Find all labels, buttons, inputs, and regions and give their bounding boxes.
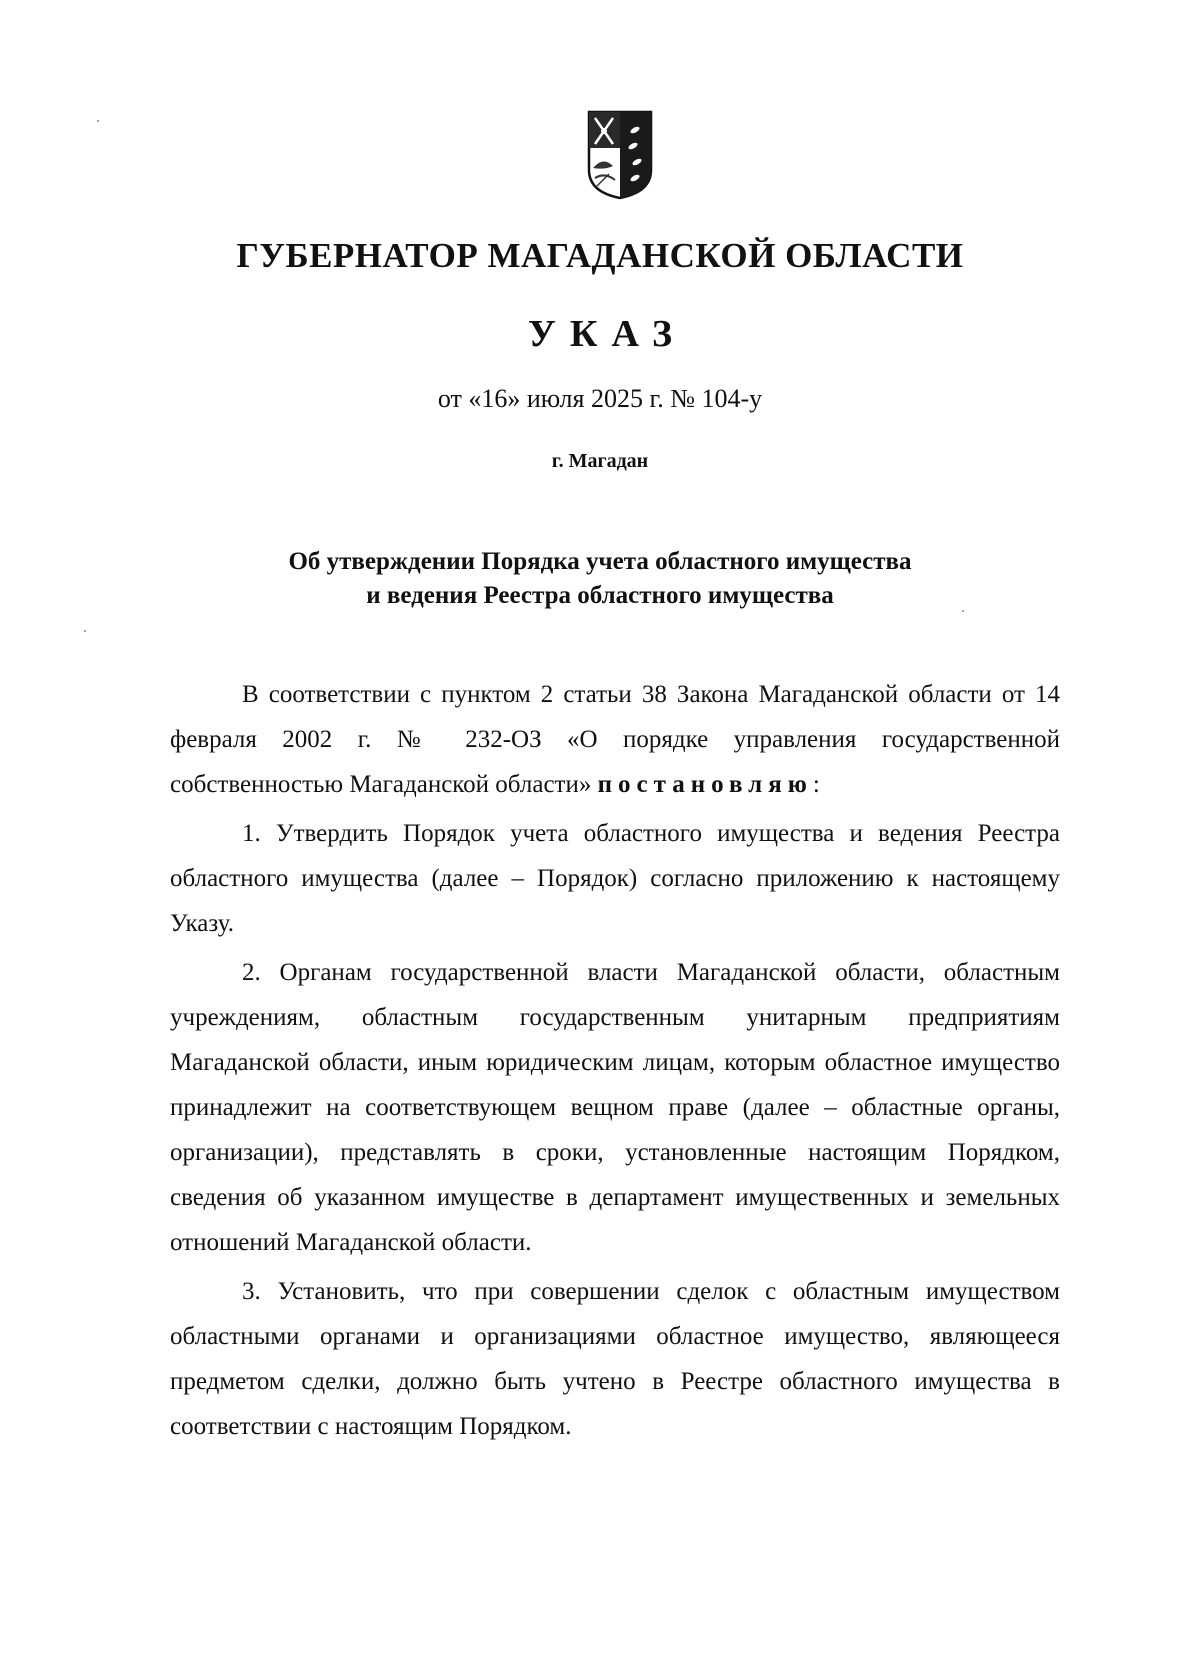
document-type: УКАЗ [528,313,686,355]
document-body [170,672,1060,1453]
document-date-number: от «16» июля 2025 г. № 104-у [437,384,763,413]
preamble-text: В соответствии с пунктом 2 статьи 38 Закона Магаданской области от 14 февраля 2002 г. № 232-ОЗ «О порядке управления государственной собственностью Магаданской области» [170,681,1060,798]
item-2-paragraph: 2. Органам государственной власти Магаданской области, областным учреждениям, областным государственным унитарным предприятиям Магаданской области, иным юридическим лицам, которым областное имущество принадлежит на соответствующем вещном праве (далее – областные органы, организации), представлять в сроки, установленные настоящим Порядком, сведения об указанном имуществе в департамент имущественных и земельных отношений Магаданской области. [170,959,1060,1256]
scan-speck [97,120,99,122]
decree-word: постановляю [597,771,813,798]
document-title-line-1: Об утверждении Порядка учета областного имущества [288,548,912,575]
item-3-paragraph: 3. Установить, что при совершении сделок с областным имуществом областными органами и организациями областное имущество, являющееся предметом сделки, должно быть учтено в Реестре областного имущества в соответствии с настоящим Порядком. [170,1278,1060,1440]
scan-speck [962,610,964,612]
document-title-line-2: и ведения Реестра областного имущества [366,582,834,609]
scan-speck [84,630,86,632]
document-city: г. Магадан [551,450,649,472]
item-1-paragraph: 1. Утвердить Порядок учета областного имущества и ведения Реестра областного имущества (далее – Порядок) согласно приложению к настоящему Указу. [170,820,1060,937]
preamble-paragraph [170,672,1060,807]
issuing-authority: ГУБЕРНАТОР МАГАДАНСКОЙ ОБЛАСТИ [236,236,964,275]
magadan-region-coat-of-arms-icon [585,108,655,200]
document-title [0,545,1200,613]
decree-colon: : [812,771,820,798]
